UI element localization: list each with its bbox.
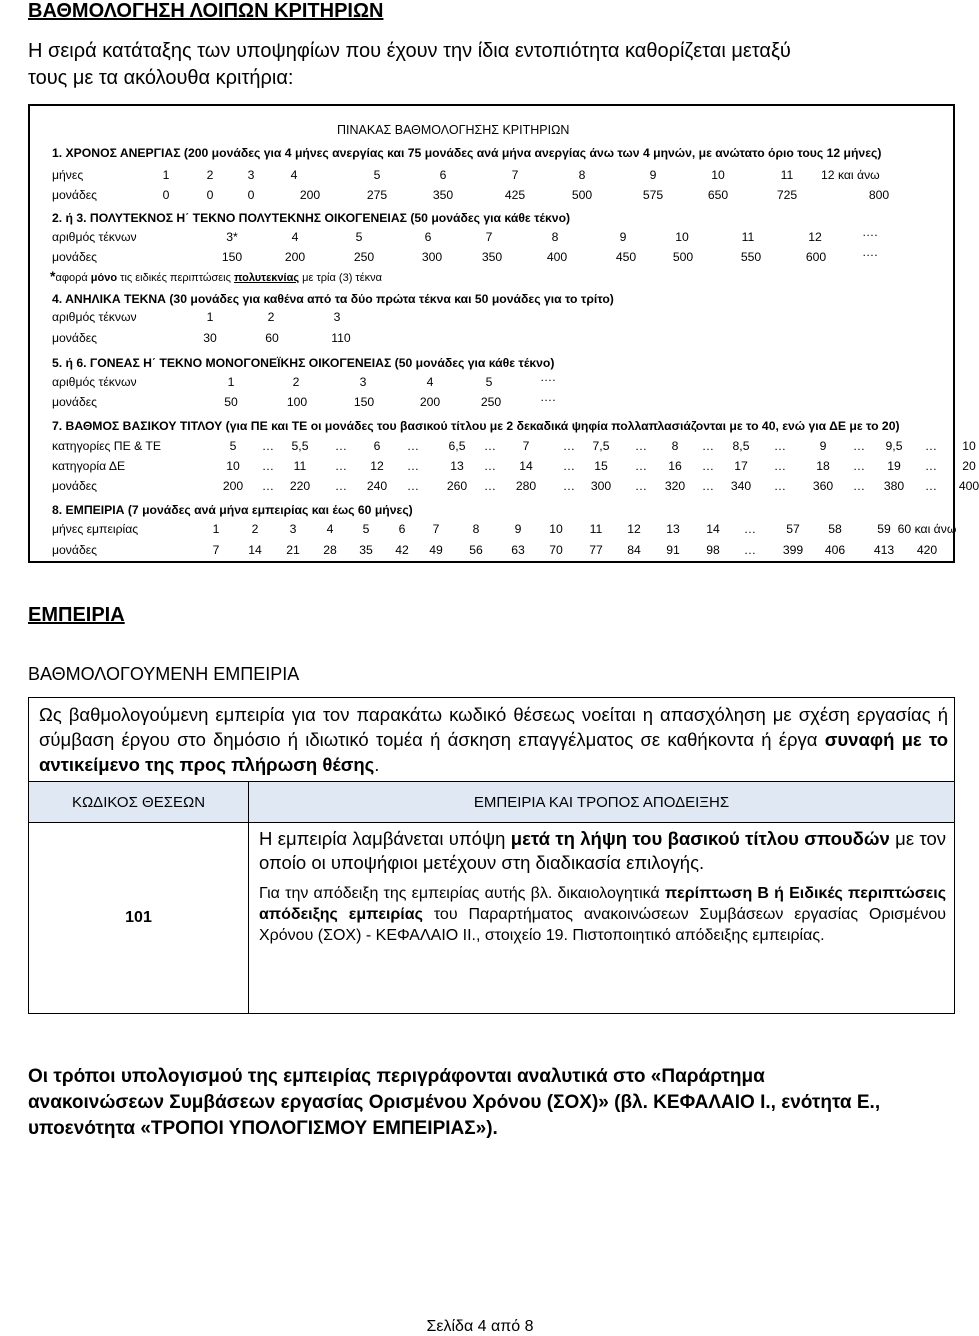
cell: … bbox=[924, 459, 938, 473]
criterion-2-note: *αφορά μόνο τις ειδικές περιπτώσεις πολυτεκνίας με τρία (3) τέκνα bbox=[50, 268, 383, 284]
cell: 0 bbox=[206, 188, 214, 202]
cell: 11 bbox=[780, 168, 794, 182]
page-number: Σελίδα 4 από 8 bbox=[426, 1318, 534, 1335]
cell: … bbox=[406, 459, 420, 473]
criterion-7-pe-te-row bbox=[30, 439, 976, 454]
cell: 200 bbox=[222, 479, 244, 493]
row-label: μονάδες bbox=[52, 395, 98, 409]
cell: 10 bbox=[711, 168, 725, 182]
criterion-8-months-row bbox=[30, 522, 957, 537]
cell: 13 bbox=[450, 459, 464, 473]
cell: … bbox=[634, 479, 648, 493]
row-label: αριθμός τέκνων bbox=[52, 375, 137, 389]
cell: 2 bbox=[206, 168, 214, 182]
column-header-experience: ΕΜΠΕΙΡΙΑ ΚΑΙ ΤΡΟΠΟΣ ΑΠΟΔΕΙΞΗΣ bbox=[249, 782, 955, 823]
cell: 250 bbox=[353, 250, 375, 264]
row-label: κατηγορία ΔΕ bbox=[52, 459, 126, 473]
cell: 1 bbox=[212, 522, 220, 536]
cell: … bbox=[852, 479, 866, 493]
cell: … bbox=[334, 479, 348, 493]
cell: … bbox=[773, 479, 787, 493]
cell: 9 bbox=[819, 439, 827, 453]
row-label: μονάδες bbox=[52, 543, 98, 557]
criterion-5-points-row bbox=[30, 390, 953, 410]
cell: 1 bbox=[206, 310, 214, 324]
cell: 200 bbox=[299, 188, 321, 202]
criterion-8-title: 8. ΕΜΠΕΙΡΙΑ (7 μονάδες ανά μήνα εμπειρίας και έως 60 μήνες) bbox=[52, 503, 413, 517]
cell: … bbox=[634, 439, 648, 453]
cell: … bbox=[924, 439, 938, 453]
cell: … bbox=[562, 479, 576, 493]
cell: 77 bbox=[589, 543, 603, 557]
page-heading: ΒΑΘΜΟΛΟΓΗΣΗ ΛΟΙΠΩΝ ΚΡΙΤΗΡΙΩΝ bbox=[28, 0, 384, 22]
cell: 425 bbox=[504, 188, 526, 202]
cell: … bbox=[334, 439, 348, 453]
criterion-4-title: 4. ΑΝΗΛΙΚΑ ΤΕΚΝΑ (30 μονάδες για καθένα από τα δύο πρώτα τέκνα και 50 μονάδες για το τρίτο) bbox=[52, 292, 614, 306]
cell: 17 bbox=[734, 459, 748, 473]
cell: 60 bbox=[265, 331, 279, 345]
criterion-4-children-row bbox=[30, 310, 953, 325]
cell: 500 bbox=[672, 250, 694, 264]
cell: 84 bbox=[627, 543, 641, 557]
cell: 7 bbox=[485, 230, 493, 244]
cell: 58 bbox=[828, 522, 842, 536]
cell: 4 bbox=[291, 230, 299, 244]
cell: 12 και άνω bbox=[821, 168, 880, 182]
cell: 400 bbox=[546, 250, 568, 264]
cell: 30 bbox=[203, 331, 217, 345]
cell: 6 bbox=[398, 522, 406, 536]
cell: 18 bbox=[816, 459, 830, 473]
cell: 6 bbox=[439, 168, 447, 182]
cell: … bbox=[406, 439, 420, 453]
cell: … bbox=[261, 479, 275, 493]
cell: 8 bbox=[671, 439, 679, 453]
cell: … bbox=[261, 459, 275, 473]
cell: 575 bbox=[642, 188, 664, 202]
cell: … bbox=[852, 459, 866, 473]
cell: 10 bbox=[675, 230, 689, 244]
cell: 11 bbox=[589, 522, 603, 536]
cell: … bbox=[773, 439, 787, 453]
cell: 260 bbox=[446, 479, 468, 493]
cell: … bbox=[701, 439, 715, 453]
criterion-8-points-row bbox=[30, 543, 953, 558]
experience-title: ΕΜΠΕΙΡΙΑ bbox=[28, 604, 125, 626]
cell: 9 bbox=[619, 230, 627, 244]
cell: 0 bbox=[247, 188, 255, 202]
cell: 9,5 bbox=[885, 439, 903, 453]
cell: 9 bbox=[514, 522, 522, 536]
cell: 10 bbox=[226, 459, 240, 473]
cell: … bbox=[483, 479, 497, 493]
cell: 42 bbox=[395, 543, 409, 557]
intro-line-1: Η σειρά κατάταξης των υποψηφίων που έχουν την ίδια εντοπιότητα καθορίζεται μεταξύ bbox=[28, 40, 791, 62]
column-header-code: ΚΩΔΙΚΟΣ ΘΕΣΕΩΝ bbox=[29, 782, 249, 823]
cell: 1 bbox=[162, 168, 170, 182]
cell: 49 bbox=[429, 543, 443, 557]
cell: 200 bbox=[419, 395, 441, 409]
cell: 3 bbox=[247, 168, 255, 182]
cell: 550 bbox=[740, 250, 762, 264]
cell: … bbox=[852, 439, 866, 453]
cell: 2 bbox=[292, 375, 300, 389]
cell: 406 bbox=[824, 543, 846, 557]
cell: 20 bbox=[962, 459, 976, 473]
cell: 150 bbox=[353, 395, 375, 409]
cell: 7 bbox=[522, 439, 530, 453]
cell: 2 bbox=[251, 522, 259, 536]
cell: 59 bbox=[877, 522, 891, 536]
cell: 150 bbox=[221, 250, 243, 264]
cell: 220 bbox=[289, 479, 311, 493]
cell: 2 bbox=[267, 310, 275, 324]
cell: 70 bbox=[549, 543, 563, 557]
row-label: αριθμός τέκνων bbox=[52, 310, 137, 324]
cell: 7 bbox=[212, 543, 220, 557]
cell: 16 bbox=[668, 459, 682, 473]
cell: 5 bbox=[373, 168, 381, 182]
note-star: * bbox=[50, 268, 56, 284]
cell: 6 bbox=[424, 230, 432, 244]
cell: 5 bbox=[229, 439, 237, 453]
experience-proof bbox=[249, 823, 955, 1014]
criterion-7-de-row bbox=[30, 459, 976, 474]
cell: … bbox=[334, 459, 348, 473]
cell: 11 bbox=[741, 230, 755, 244]
criteria-table bbox=[28, 104, 979, 563]
cell: 10 bbox=[962, 439, 976, 453]
criterion-4-points-row bbox=[30, 331, 953, 346]
cell: 14 bbox=[706, 522, 720, 536]
cell: 57 bbox=[786, 522, 800, 536]
experience-subtitle: ΒΑΘΜΟΛΟΓΟΥΜΕΝΗ ΕΜΠΕΙΡΙΑ bbox=[28, 664, 300, 684]
cell: 4 bbox=[426, 375, 434, 389]
cell: 10 bbox=[549, 522, 563, 536]
intro-line-2: τους με τα ακόλουθα κριτήρια: bbox=[28, 67, 294, 89]
cell: 250 bbox=[480, 395, 502, 409]
continuation: …. bbox=[862, 245, 878, 259]
cell: … bbox=[562, 439, 576, 453]
cell: 0 bbox=[162, 188, 170, 202]
row-label: μήνες bbox=[52, 168, 84, 182]
cell: 9 bbox=[649, 168, 657, 182]
cell: 5 bbox=[355, 230, 363, 244]
cell: 350 bbox=[432, 188, 454, 202]
cell: 1 bbox=[227, 375, 235, 389]
cell: 8,5 bbox=[732, 439, 750, 453]
cell: 7 bbox=[432, 522, 440, 536]
continuation: …. bbox=[862, 225, 878, 239]
row-label: μονάδες bbox=[52, 250, 98, 264]
cell: 12 bbox=[627, 522, 641, 536]
cell: 8 bbox=[551, 230, 559, 244]
criterion-2-title: 2. ή 3. ΠΟΛΥΤΕΚΝΟΣ Η΄ ΤΕΚΝΟ ΠΟΛΥΤΕΚΝΗΣ ΟΙΚΟΓΕΝΕΙΑΣ (50 μονάδες για κάθε τέκνο) bbox=[52, 211, 571, 225]
cell: 11 bbox=[293, 459, 307, 473]
cell: 200 bbox=[284, 250, 306, 264]
experience-paragraph-2: Για την απόδειξη της εμπειρίας αυτής βλ. δικαιολογητικά περίπτωση Β ή Ειδικές περιπτώσεις απόδειξης εμπειρίας του Παραρτήματος ανακοινώσεων Συμβάσεων εργασίας Ορισμένου Χρόνου (ΣΟΧ) - ΚΕΦΑΛΑΙΟ ΙΙ., στοιχείο 19. Πιστοποιητικό απόδειξης εμπειρίας. bbox=[259, 885, 947, 944]
cell: … bbox=[773, 459, 787, 473]
cell: … bbox=[924, 479, 938, 493]
cell: 21 bbox=[286, 543, 300, 557]
cell: 3* bbox=[226, 230, 238, 244]
cell: 280 bbox=[515, 479, 537, 493]
cell: 56 bbox=[469, 543, 483, 557]
continuation: …. bbox=[540, 370, 556, 384]
cell: 12 bbox=[370, 459, 384, 473]
cell: 14 bbox=[519, 459, 533, 473]
cell: 7 bbox=[511, 168, 519, 182]
criterion-7-title: 7. ΒΑΘΜΟΣ ΒΑΣΙΚΟΥ ΤΙΤΛΟΥ (για ΠΕ και ΤΕ οι μονάδες του βασικού τίτλου με 2 δεκαδικά ψηφία πολλαπλασιάζονται με το 40, ενώ για ΔΕ με το 20) bbox=[52, 419, 900, 433]
cell: 91 bbox=[666, 543, 680, 557]
cell: 6,5 bbox=[448, 439, 466, 453]
criteria-table-title: ΠΙΝΑΚΑΣ ΒΑΘΜΟΛΟΓΗΣΗΣ ΚΡΙΤΗΡΙΩΝ bbox=[337, 123, 570, 137]
row-label: κατηγορίες ΠΕ & ΤΕ bbox=[52, 439, 161, 453]
cell: … bbox=[562, 459, 576, 473]
cell: … bbox=[701, 459, 715, 473]
continuation: …. bbox=[540, 390, 556, 404]
experience-paragraph-1: Η εμπειρία λαμβάνεται υπόψη μετά τη λήψη του βασικού τίτλου σπουδών με τον οποίο οι υποψήφιοι μετέχουν στη διαδικασία επιλογής. bbox=[259, 828, 947, 873]
cell: … bbox=[261, 439, 275, 453]
cell: 380 bbox=[883, 479, 905, 493]
cell: 50 bbox=[224, 395, 238, 409]
cell: 5,5 bbox=[291, 439, 309, 453]
criterion-5-children-row bbox=[30, 370, 953, 390]
cell: 320 bbox=[664, 479, 686, 493]
cell: … bbox=[634, 459, 648, 473]
cell: 450 bbox=[615, 250, 637, 264]
cell: 5 bbox=[362, 522, 370, 536]
cell: 4 bbox=[326, 522, 334, 536]
cell: 60 και άνω bbox=[897, 522, 957, 536]
row-label: μονάδες bbox=[52, 188, 98, 202]
criterion-2-points-row bbox=[30, 245, 953, 265]
cell: 7,5 bbox=[592, 439, 610, 453]
cell: … bbox=[406, 479, 420, 493]
cell: 240 bbox=[366, 479, 388, 493]
position-code: 101 bbox=[29, 823, 249, 1014]
cell: 100 bbox=[286, 395, 308, 409]
cell: 19 bbox=[887, 459, 901, 473]
cell: 399 bbox=[782, 543, 804, 557]
cell: 14 bbox=[248, 543, 262, 557]
cell: 12 bbox=[808, 230, 822, 244]
criterion-1-points-row bbox=[30, 188, 953, 203]
row-label: μήνες εμπειρίας bbox=[52, 522, 139, 536]
criterion-1-months-row bbox=[30, 168, 953, 183]
experience-description: Ως βαθμολογούμενη εμπειρία για τον παρακάτω κωδικό θέσεως νοείται η απασχόληση με σχέση εργασίας ή σύμβαση έργου στο δημόσιο ή ιδιωτικό τομέα ή άσκηση επαγγέλματος σε καθήκοντα ή έργα συναφή με το αντικείμενο της προς πλήρωση θέσης. bbox=[29, 698, 955, 782]
cell: … bbox=[701, 479, 715, 493]
cell: 4 bbox=[290, 168, 298, 182]
cell: 5 bbox=[485, 375, 493, 389]
criterion-2-children-row bbox=[30, 225, 953, 245]
criterion-7-points-row bbox=[30, 479, 979, 494]
row-label: αριθμός τέκνων bbox=[52, 230, 137, 244]
cell: 8 bbox=[578, 168, 586, 182]
row-label: μονάδες bbox=[52, 479, 98, 493]
closing-paragraph: Οι τρόποι υπολογισμού της εμπειρίας περιγράφονται αναλυτικά στο «Παράρτημα ανακοινώσεων Συμβάσεων εργασίας Ορισμένου Χρόνου (ΣΟΧ)» (βλ. ΚΕΦΑΛΑΙΟ Ι., ενότητα Ε., υποενότητα «ΤΡΟΠΟΙ ΥΠΟΛΟΓΙΣΜΟΥ ΕΜΠΕΙΡΙΑΣ»). bbox=[28, 1066, 881, 1139]
experience-table bbox=[28, 697, 955, 1014]
cell: 3 bbox=[333, 310, 341, 324]
cell: 360 bbox=[812, 479, 834, 493]
cell: 3 bbox=[289, 522, 297, 536]
cell: 600 bbox=[805, 250, 827, 264]
cell: 340 bbox=[730, 479, 752, 493]
cell: 15 bbox=[594, 459, 608, 473]
cell: 110 bbox=[331, 331, 351, 345]
cell: … bbox=[483, 439, 497, 453]
cell: 63 bbox=[511, 543, 525, 557]
cell: 3 bbox=[359, 375, 367, 389]
cell: 275 bbox=[366, 188, 388, 202]
cell: 650 bbox=[707, 188, 729, 202]
cell: 35 bbox=[359, 543, 373, 557]
cell: 98 bbox=[706, 543, 720, 557]
cell: 6 bbox=[373, 439, 381, 453]
cell: 500 bbox=[571, 188, 593, 202]
cell: 300 bbox=[421, 250, 443, 264]
intro-text bbox=[28, 38, 908, 92]
cell: 8 bbox=[472, 522, 480, 536]
cell: 725 bbox=[776, 188, 798, 202]
cell: … bbox=[483, 459, 497, 473]
cell: 413 bbox=[873, 543, 895, 557]
criterion-5-title: 5. ή 6. ΓΟΝΕΑΣ Η΄ ΤΕΚΝΟ ΜΟΝΟΓΟΝΕΪΚΗΣ ΟΙΚΟΓΕΝΕΙΑΣ (50 μονάδες για κάθε τέκνο) bbox=[52, 356, 555, 370]
cell: 300 bbox=[590, 479, 612, 493]
cell: 28 bbox=[323, 543, 337, 557]
cell: 420 bbox=[916, 543, 938, 557]
cell: 800 bbox=[868, 188, 890, 202]
cell: … bbox=[743, 522, 757, 536]
cell: 13 bbox=[666, 522, 680, 536]
row-label: μονάδες bbox=[52, 331, 98, 345]
cell: 400 bbox=[958, 479, 979, 493]
cell: … bbox=[743, 543, 757, 557]
cell: 350 bbox=[481, 250, 503, 264]
criterion-1-title: 1. ΧΡΟΝΟΣ ΑΝΕΡΓΙΑΣ (200 μονάδες για 4 μήνες ανεργίας και 75 μονάδες ανά μήνα ανεργίας άνω των 4 μηνών, με ανώτατο όριο τους 12 μήνες) bbox=[52, 146, 882, 160]
